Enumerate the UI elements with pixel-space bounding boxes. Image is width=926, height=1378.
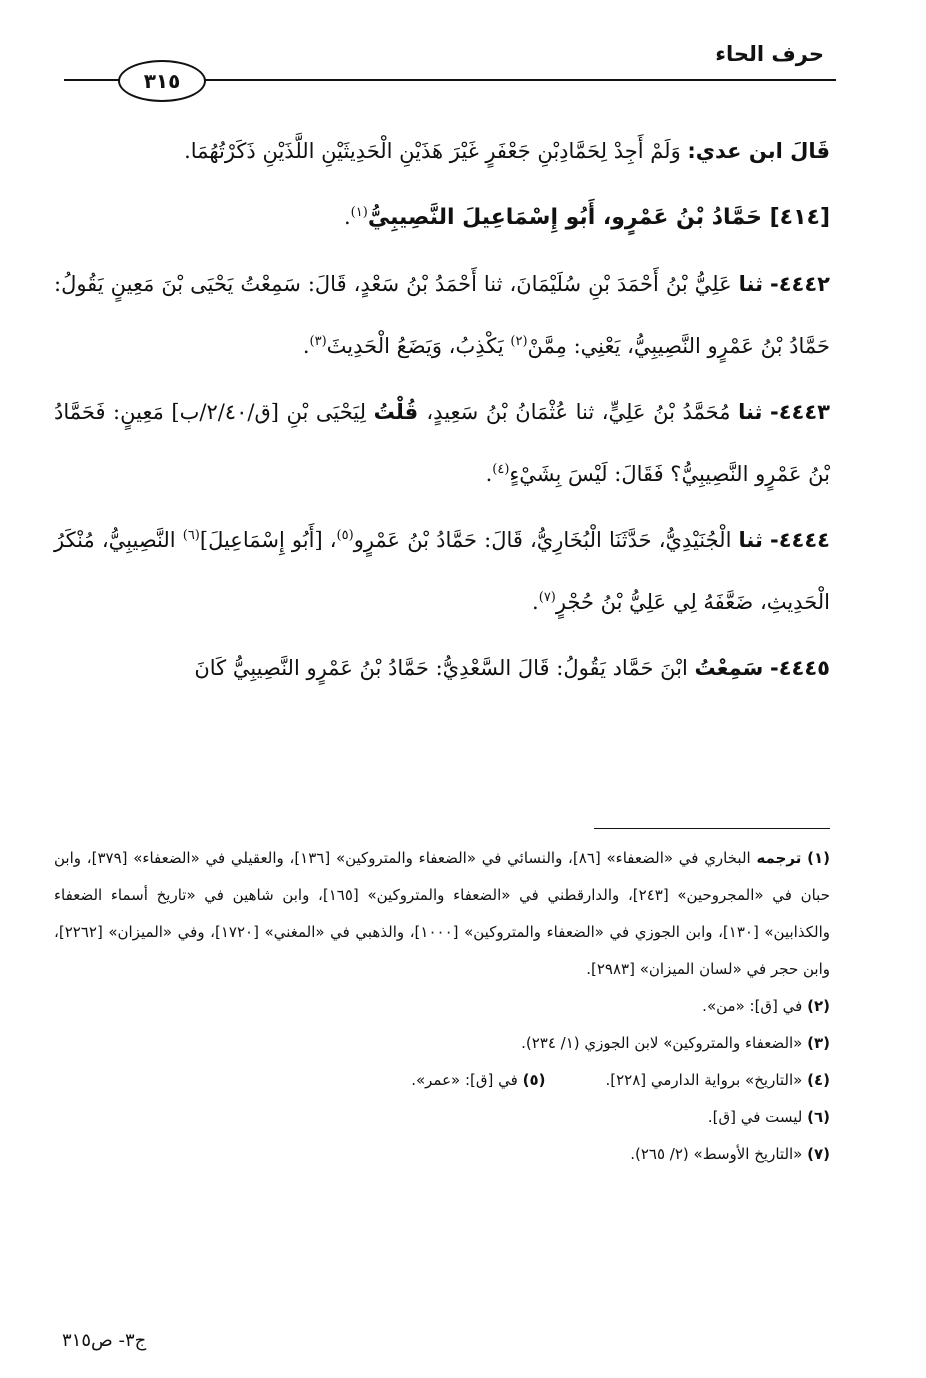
narration-text: ، [أَبُو إِسْمَاعِيلَ] (199, 528, 337, 552)
narration-number: ٤٤٤٢- (770, 272, 830, 296)
chapter-title: حرف الحاء (715, 42, 824, 66)
footnote-text: «الضعفاء والمتروكين» لابن الجوزي (١/ ٢٣٤). (521, 1034, 808, 1052)
footnote-separator (594, 828, 830, 829)
narration-text: مُحَمَّدُ بْنُ عَلِيٍّ، ثنا عُثْمَانُ بْنُ سَعِيدٍ، (426, 400, 739, 424)
narration-keyword: سَمِعْتُ (694, 656, 764, 680)
footnote-number: (٦) (807, 1108, 830, 1126)
main-text (54, 120, 830, 703)
footnote-7 (54, 1136, 830, 1173)
footnote-ref: (٥) (336, 528, 354, 543)
footnote-ref: (٤) (492, 462, 510, 477)
narration-keyword: ثنا (738, 528, 763, 552)
footnote-ref: (٧) (538, 590, 556, 605)
footnote-ref: (٣) (309, 334, 327, 349)
footnote-3 (54, 1025, 830, 1062)
footnote-text: «التاريخ الأوسط» (٢/ ٢٦٥). (630, 1145, 808, 1163)
footnote-text: «التاريخ» برواية الدارمي [٢٢٨]. (605, 1071, 808, 1089)
footnote-number: (٥) (522, 1071, 546, 1089)
footnote-4 (605, 1062, 830, 1099)
punctuation: . (302, 334, 310, 358)
narration-number: ٤٤٤٥- (770, 656, 830, 680)
footnote-5 (411, 1062, 545, 1099)
footnote-text: ليست في [ق]. (707, 1108, 808, 1126)
footnote-row-4-5 (54, 1062, 830, 1099)
narration-text: ابْنَ حَمَّاد يَقُولُ: قَالَ السَّعْدِيُّ: حَمَّادُ بْنُ عَمْرٍو النَّصِيبِيُّ كَانَ (194, 656, 695, 680)
narration-4445 (54, 637, 830, 699)
narration-4444 (54, 509, 830, 633)
footnote-text: في [ق]: «من». (702, 997, 808, 1015)
narration-text: يَكْذِبُ، وَيَضَعُ الْحَدِيثَ (326, 334, 511, 358)
footnote-number: (٢) (807, 997, 830, 1015)
footnote-number: (٤) (807, 1071, 830, 1089)
footnote-keyword: ترجمه (756, 849, 802, 867)
narration-text: عَلِيُّ بْنُ أَحْمَدَ بْنِ سُلَيْمَانَ، ثنا أَحْمَدُ بْنُ سَعْدٍ، قَالَ: سَمِعْتُ يَحْيَى بْنَ مَعِينٍ يَقُولُ: حَمَّادُ بْنُ عَمْرٍو النَّصِيبِيُّ، يَعْنِي: مِمَّنْ (54, 272, 830, 358)
page-number: ٣١٥ (118, 60, 206, 102)
narration-keyword: ثنا (738, 400, 763, 424)
speaker-label: قَالَ ابن عدي: (687, 139, 830, 163)
narration-4442 (54, 253, 830, 377)
narration-text: الْجُنَيْدِيُّ، حَدَّثَنَا الْبُخَارِيُّ، قَالَ: حَمَّادُ بْنُ عَمْرٍو (353, 528, 739, 552)
footnote-ref: (٦) (182, 528, 200, 543)
footnote-text: البخاري في «الضعفاء» [٨٦]، والنسائي في «الضعفاء والمتروكين» [١٣٦]، والعقيلي في «الضعفاء» [٣٧٩]، وابن حبان في «المجروحين» [٢٤٣]، والدارقطني في «الضعفاء والمتروكين» [١٦٥]، وابن شاهين في «تاريخ أسماء الضعفاء والكذابين» [١٣٠]، وابن الجوزي في «الضعفاء والمتروكين» [١٠٠٠]، والذهبي في «المغني» [١٧٢٠]، وفي «الميزان» [٢٢٦٢]، وابن حجر في «لسان الميزان» [٢٩٨٣]. (54, 849, 830, 978)
footnote-number: (٣) (807, 1034, 830, 1052)
paragraph-ibn-adi (54, 120, 830, 182)
punctuation: . (532, 590, 539, 614)
narration-text: لِيَحْيَى بْنِ [ق/٢/٤٠/ب] مَعِينٍ: فَحَمَّادُ بْنُ عَمْرٍو النَّصِيبِيُّ؟ فَقَالَ: لَيْسَ بِشَيْءٍ (54, 400, 830, 486)
volume-page-footer: ج٣- ص٣١٥ (62, 1330, 147, 1351)
footnote-number: (٧) (807, 1145, 830, 1163)
footnote-6 (54, 1099, 830, 1136)
footnote-number: (١) (807, 849, 831, 867)
entry-heading: [٤١٤] حَمَّادُ بْنُ عَمْرٍو، أَبُو إِسْمَاعِيلَ النَّصِيبِيُّ (367, 205, 830, 230)
narration-4443 (54, 381, 830, 505)
narration-text: النَّصِيبِيُّ، مُنْكَرُ الْحَدِيثِ، ضَعَّفَهُ لِي عَلِيُّ بْنُ حُجْرٍ (54, 528, 830, 614)
narration-keyword: ثنا (738, 272, 763, 296)
narration-number: ٤٤٤٣- (769, 400, 830, 424)
punctuation: . (485, 462, 493, 486)
footnote-2 (54, 988, 830, 1025)
entry-heading-paragraph (54, 186, 830, 249)
footnote-ref: (٢) (510, 334, 528, 349)
footnotes (54, 840, 830, 1173)
narration-keyword: قُلْتُ (373, 400, 427, 424)
punctuation: . (343, 205, 351, 229)
footnote-text: في [ق]: «عمر». (411, 1071, 523, 1089)
narration-number: ٤٤٤٤- (770, 528, 830, 552)
footnote-ref: (١) (350, 205, 368, 220)
footnote-1 (54, 840, 830, 988)
paragraph-text: وَلَمْ أَجِدْ لِحَمَّادِبْنِ جَعْفَرٍ غَيْرَ هَذَيْنِ الْحَدِيثَيْنِ اللَّذَيْنِ ذَكَرْتُهُمَا. (184, 139, 688, 163)
